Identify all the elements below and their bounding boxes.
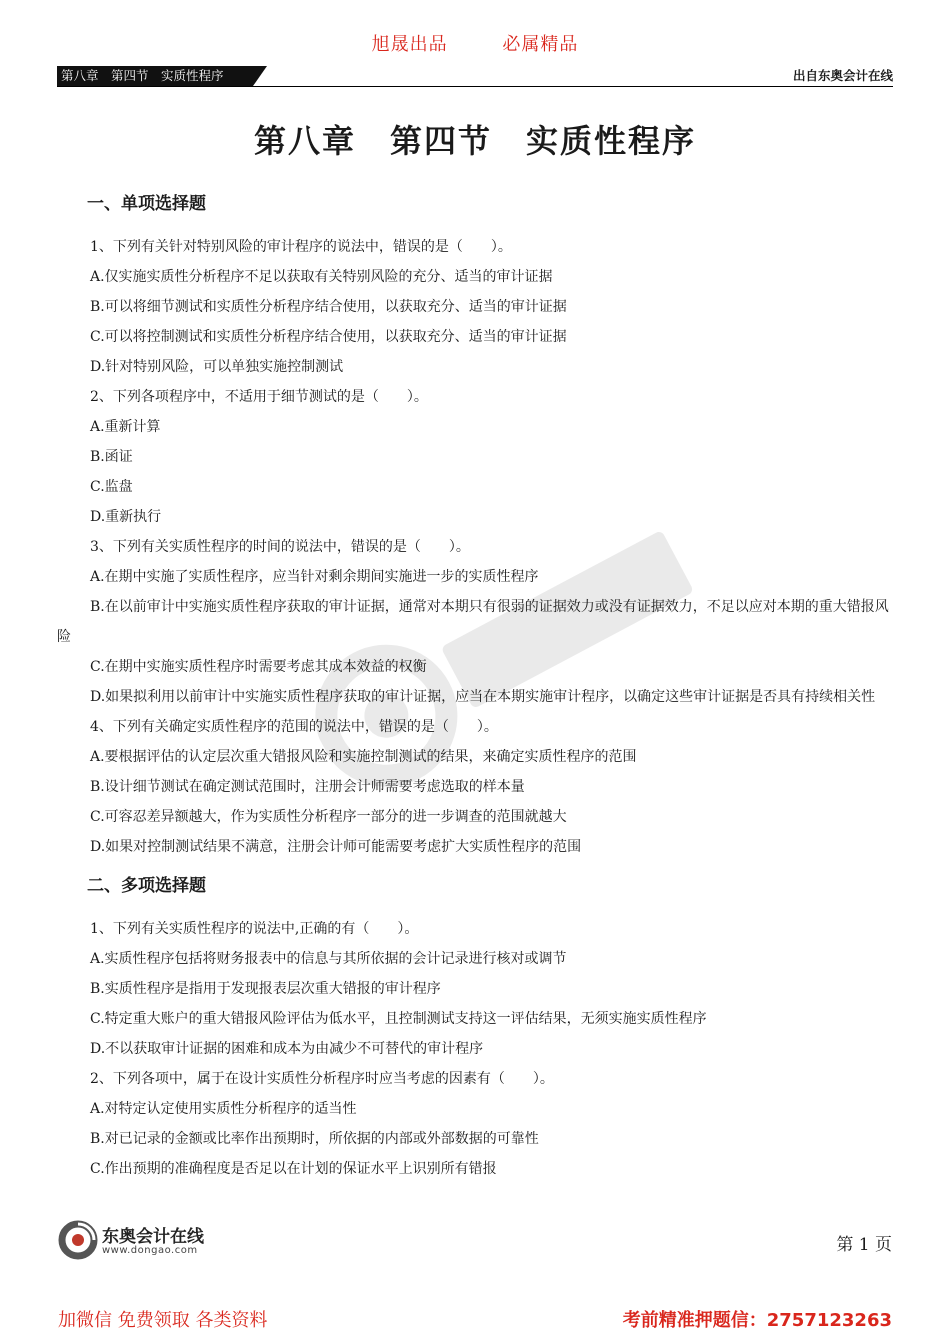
footer-logo-text: 东奥会计在线 [102, 1227, 204, 1247]
question-block [57, 532, 897, 712]
question-option: B.可以将细节测试和实质性分析程序结合使用，以获取充分、适当的审计证据 [90, 299, 567, 315]
question-option: A.仅实施实质性分析程序不足以获取有关特别风险的充分、适当的审计证据 [90, 269, 553, 285]
question-option: C.监盘 [90, 479, 133, 495]
question-stem: 2、下列各项中，属于在设计实质性分析程序时应当考虑的因素有（ ）。 [90, 1071, 554, 1087]
question-option: B.对已记录的金额或比率作出预期时，所依据的内部或外部数据的可靠性 [90, 1131, 539, 1147]
question-block [57, 712, 897, 862]
banner-right-text: 必属精品 [502, 34, 579, 55]
running-header [57, 66, 893, 87]
page-number: 第 1 页 [836, 1235, 892, 1255]
banner-left-text: 旭晟出品 [371, 34, 448, 55]
question-block [57, 1064, 897, 1184]
question-block [57, 232, 897, 382]
header-source: 出自东奥会计在线 [792, 68, 893, 83]
question-option: C.可以将控制测试和实质性分析程序结合使用，以获取充分、适当的审计证据 [90, 329, 567, 345]
bottom-promo-left: 加微信 免费领取 各类资料 [58, 1310, 268, 1331]
question-option: D.重新执行 [90, 509, 162, 525]
question-stem: 1、下列有关实质性程序的说法中,正确的有（ ）。 [90, 921, 419, 937]
question-option: C.作出预期的准确程度是否足以在计划的保证水平上识别所有错报 [90, 1161, 497, 1177]
question-option: C.特定重大账户的重大错报风险评估为低水平，且控制测试支持这一评估结果，无须实施实质性程序 [90, 1011, 707, 1027]
question-option: D.如果拟利用以前审计中实施实质性程序获取的审计证据，应当在本期实施审计程序，以确定这些审计证据是否具有持续相关性 [90, 689, 876, 705]
section-heading-single-choice: 一、单项选择题 [87, 194, 206, 214]
bottom-promo-right: 考前精准押题信：2757123263 [622, 1310, 892, 1331]
question-option: B.实质性程序是指用于发现报表层次重大错报的审计程序 [90, 981, 441, 997]
footer-logo [58, 1218, 278, 1262]
question-option: B.函证 [90, 449, 133, 465]
page-title: 第八章 第四节 实质性程序 [253, 122, 696, 160]
question-option: A.重新计算 [90, 419, 161, 435]
question-option: A.在期中实施了实质性程序，应当针对剩余期间实施进一步的实质性程序 [90, 569, 539, 585]
question-option: B.设计细节测试在确定测试范围时，注册会计师需要考虑选取的样本量 [90, 779, 525, 795]
header-chapter-tab: 第八章 第四节 实质性程序 [57, 66, 253, 86]
section-heading-multiple-choice: 二、多项选择题 [87, 876, 206, 896]
question-option: A.对特定认定使用实质性分析程序的适当性 [90, 1101, 357, 1117]
question-stem: 4、下列有关确定实质性程序的范围的说法中，错误的是（ ）。 [90, 719, 498, 735]
question-stem: 1、下列有关针对特别风险的审计程序的说法中，错误的是（ ）。 [90, 239, 512, 255]
question-block [57, 382, 897, 532]
question-option: A.实质性程序包括将财务报表中的信息与其所依据的会计记录进行核对或调节 [90, 951, 567, 967]
question-option: D.针对特别风险，可以单独实施控制测试 [90, 359, 344, 375]
question-option: C.在期中实施实质性程序时需要考虑其成本效益的权衡 [90, 659, 427, 675]
question-option: D.不以获取审计证据的困难和成本为由减少不可替代的审计程序 [90, 1041, 484, 1057]
question-option: D.如果对控制测试结果不满意，注册会计师可能需要考虑扩大实质性程序的范围 [90, 839, 582, 855]
dongao-logo-icon [58, 1220, 98, 1260]
question-option: A.要根据评估的认定层次重大错报风险和实施控制测试的结果，来确定实质性程序的范围 [90, 749, 637, 765]
footer-logo-url: www.dongao.com [102, 1245, 198, 1256]
question-option: B.在以前审计中实施实质性程序获取的审计证据，通常对本期只有很弱的证据效力或没有证据效力，不足以应对本期的重大错报风险 [57, 599, 889, 645]
header-tab-wedge [253, 66, 267, 86]
document-body [57, 188, 897, 1184]
top-banner [0, 30, 950, 56]
question-stem: 3、下列有关实质性程序的时间的说法中，错误的是（ ）。 [90, 539, 470, 555]
question-option: C.可容忍差异额越大，作为实质性分析程序一部分的进一步调查的范围就越大 [90, 809, 567, 825]
question-block [57, 914, 897, 1064]
question-stem: 2、下列各项程序中，不适用于细节测试的是（ ）。 [90, 389, 428, 405]
